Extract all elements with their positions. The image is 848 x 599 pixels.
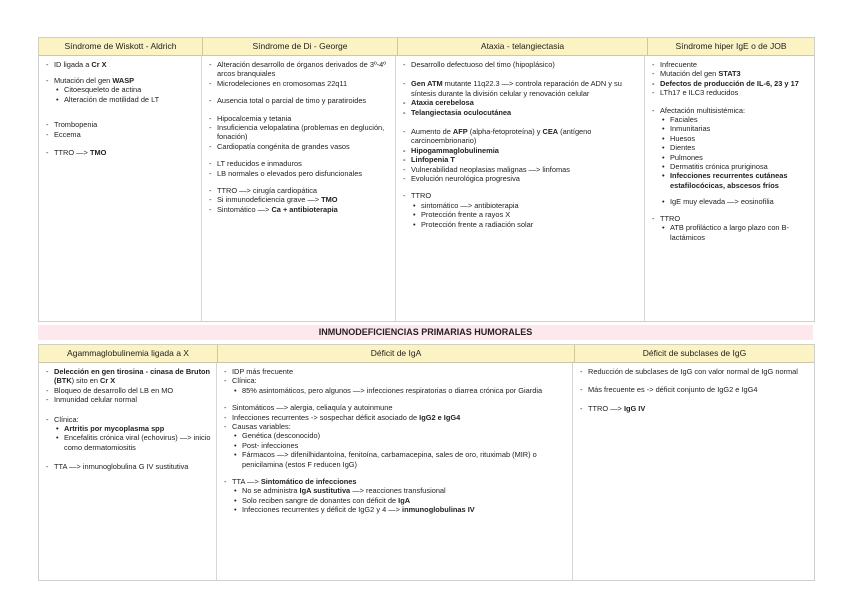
list-item: - Defectos de producción de IL-6, 23 y 17 bbox=[652, 79, 809, 88]
header-agammaglobulinemia: Agammaglobulinemia ligada a X bbox=[39, 345, 218, 363]
header-ataxia: Ataxia - telangiectasia bbox=[398, 38, 648, 56]
list-item: - TTRO —> IgG IV bbox=[580, 404, 809, 413]
bottom-table bbox=[38, 344, 815, 581]
list-item: - ID ligada a Cr X bbox=[46, 60, 196, 69]
list-item: - Si inmunodeficiencia grave —> TMO bbox=[209, 195, 390, 204]
list-item: - Infecciones recurrentes -> sospechar déficit asociado de IgG2 e IgG4 bbox=[224, 413, 567, 422]
list-item: - Cardiopatía congénita de grandes vasos bbox=[209, 142, 390, 151]
sub-item: • Faciales bbox=[662, 115, 809, 124]
header-wiskott: Síndrome de Wiskott - Aldrich bbox=[39, 38, 203, 56]
header-deficit-iga: Déficit de IgA bbox=[218, 345, 575, 363]
sub-item: • Fármacos —> difenilhidantoína, fenitoína, carbamacepina, sales de oro, rituximab (MIR) o penicilamina (estos F reducen IgG) bbox=[234, 450, 567, 469]
list-item: - LT reducidos e inmaduros bbox=[209, 159, 390, 168]
list-item: - Desarrollo defectuoso del timo (hipoplásico) bbox=[403, 60, 639, 69]
col-digeorge bbox=[202, 56, 396, 321]
sub-item: • Encefalitis crónica viral (echovirus) —> inicio como dermatomiositis bbox=[56, 433, 211, 452]
col-deficit-iga bbox=[217, 363, 573, 580]
list-item: - Afectación multisistémica: • Faciales • Inmunitarias • Huesos • Dientes • Pulmones • Dermatitis crónica pruriginosa • Infecciones recurrentes cutáneas estafilocócicas, abscesos fríos • IgE muy elevada —> eosinofilia bbox=[652, 106, 809, 207]
sub-item: • Pulmones bbox=[662, 153, 809, 162]
list-item: - Sintomático —> Ca + antibioterapia bbox=[209, 205, 390, 214]
list-item: - Clínica: • Artritis por mycoplasma spp • Encefalitis crónica viral (echovirus) —> inicio como dermatomiositis bbox=[46, 415, 211, 453]
list-item: - Hipocalcemia y tetania bbox=[209, 114, 390, 123]
list-item: - Alteración desarrollo de órganos derivados de 3º-4º arcos branquiales bbox=[209, 60, 390, 79]
sub-item: • IgE muy elevada —> eosinofilia bbox=[662, 197, 809, 206]
list-item: - IDP más frecuente bbox=[224, 367, 567, 376]
list-item: - TTRO —> TMO bbox=[46, 148, 196, 157]
list-item: - Mutación del gen WASP • Citoesqueleto de actina • Alteración de motilidad de LT bbox=[46, 76, 196, 104]
list-item: - Hipogammaglobulinemia bbox=[403, 146, 639, 155]
list-item: - TTRO • sintomático —> antibioterapia • Protección frente a rayos X • Protección frente a radiación solar bbox=[403, 191, 639, 229]
list-item: - Ataxia cerebelosa bbox=[403, 98, 639, 107]
list-item: - Infrecuente bbox=[652, 60, 809, 69]
bottom-table-body bbox=[39, 363, 814, 580]
list-item: - Linfopenia T bbox=[403, 155, 639, 164]
top-table-body bbox=[39, 56, 814, 321]
sub-item: • 85% asintomáticos, pero algunos —> infecciones respiratorias o diarrea crónica por Giardia bbox=[234, 386, 567, 395]
sub-item: • ATB profiláctico a largo plazo con B-lactámicos bbox=[662, 223, 809, 242]
header-deficit-igg: Déficit de subclases de IgG bbox=[575, 345, 814, 363]
list-item: - TTA —> Sintomático de infecciones • No se administra IgA sustitutiva —> reacciones transfusional • Solo reciben sangre de donantes con déficit de IgA • Infecciones recurrentes y déficit de IgG2 y 4 —> inmunoglobulinas IV bbox=[224, 477, 567, 515]
section-title: INMUNODEFICIENCIAS PRIMARIAS HUMORALES bbox=[38, 325, 813, 340]
list-item: - TTRO —> cirugía cardiopática bbox=[209, 186, 390, 195]
col-job bbox=[645, 56, 814, 321]
list-item: - LTh17 e ILC3 reducidos bbox=[652, 88, 809, 97]
sub-item: • Inmunitarias bbox=[662, 124, 809, 133]
list-item: - Delección en gen tirosina - cinasa de Bruton (BTK) sito en Cr X bbox=[46, 367, 211, 386]
sub-item: • Protección frente a rayos X bbox=[413, 210, 639, 219]
sub-item: • Dientes bbox=[662, 143, 809, 152]
list-item: - Mutación del gen STAT3 bbox=[652, 69, 809, 78]
list-item: - Causas variables: • Genética (desconocido) • Post- infecciones • Fármacos —> difenilhidantoína, fenitoína, carbamacepina, sales de oro, rituximab (MIR) o penicilamina (estos F reducen IgG) bbox=[224, 422, 567, 469]
list-item: - Telangiectasia oculocutánea bbox=[403, 108, 639, 117]
list-item: - Insuficiencia velopalatina (problemas en deglución, fonación) bbox=[209, 123, 390, 142]
list-item: - LB normales o elevados pero disfuncionales bbox=[209, 169, 390, 178]
header-digeorge: Síndrome de Di - George bbox=[203, 38, 398, 56]
sub-item: • Alteración de motilidad de LT bbox=[56, 95, 196, 104]
sub-item: • Dermatitis crónica pruriginosa bbox=[662, 162, 809, 171]
list-item: - TTRO • ATB profiláctico a largo plazo con B-lactámicos bbox=[652, 214, 809, 242]
sub-item: • Huesos bbox=[662, 134, 809, 143]
sub-item: • Citoesqueleto de actina bbox=[56, 85, 196, 94]
list-item: - Microdeleciones en cromosomas 22q11 bbox=[209, 79, 390, 88]
sub-item: • Protección frente a radiación solar bbox=[413, 220, 639, 229]
sub-item: • Solo reciben sangre de donantes con déficit de IgA bbox=[234, 496, 567, 505]
bottom-table-header bbox=[39, 345, 814, 363]
list-item: - Vulnerabilidad neoplasias malignas —> linfomas bbox=[403, 165, 639, 174]
list-item: - Aumento de AFP (alpha-fetoproteína) y CEA (antígeno carcinoembrionario) bbox=[403, 127, 639, 146]
list-item: - TTA —> inmunoglobulina G IV sustitutiva bbox=[46, 462, 211, 471]
sub-item: • Post- infecciones bbox=[234, 441, 567, 450]
col-ataxia bbox=[396, 56, 645, 321]
col-wiskott bbox=[39, 56, 202, 321]
list-item: - Ausencia total o parcial de timo y paratiroides bbox=[209, 96, 390, 105]
list-item: - Evolución neurológica progresiva bbox=[403, 174, 639, 183]
sub-item: • Infecciones recurrentes cutáneas estafilocócicas, abscesos fríos bbox=[662, 171, 809, 190]
list-item: - Trombopenia bbox=[46, 120, 196, 129]
list-item: - Reducción de subclases de IgG con valor normal de IgG normal bbox=[580, 367, 809, 376]
sub-item: • No se administra IgA sustitutiva —> reacciones transfusional bbox=[234, 486, 567, 495]
list-item: - Inmunidad celular normal bbox=[46, 395, 211, 404]
sub-item: • Artritis por mycoplasma spp bbox=[56, 424, 211, 433]
header-job: Síndrome hiper IgE o de JOB bbox=[648, 38, 814, 56]
sub-item: • Infecciones recurrentes y déficit de IgG2 y 4 —> inmunoglobulinas IV bbox=[234, 505, 567, 514]
list-item: - Sintomáticos —> alergia, celiaquía y autoinmune bbox=[224, 403, 567, 412]
top-table-header bbox=[39, 38, 814, 56]
sub-item: • Genética (desconocido) bbox=[234, 431, 567, 440]
col-deficit-igg bbox=[573, 363, 814, 580]
col-agammaglobulinemia bbox=[39, 363, 217, 580]
list-item: - Gen ATM mutante 11q22.3 —> controla reparación de ADN y su síntesis durante la división celular y renovación celular bbox=[403, 79, 639, 98]
sub-item: • sintomático —> antibioterapia bbox=[413, 201, 639, 210]
list-item: - Eccema bbox=[46, 130, 196, 139]
list-item: - Más frecuente es -> déficit conjunto de IgG2 e IgG4 bbox=[580, 385, 809, 394]
list-item: - Bloqueo de desarrollo del LB en MO bbox=[46, 386, 211, 395]
list-item: - Clínica: • 85% asintomáticos, pero algunos —> infecciones respiratorias o diarrea crónica por Giardia bbox=[224, 376, 567, 395]
top-table bbox=[38, 37, 815, 322]
